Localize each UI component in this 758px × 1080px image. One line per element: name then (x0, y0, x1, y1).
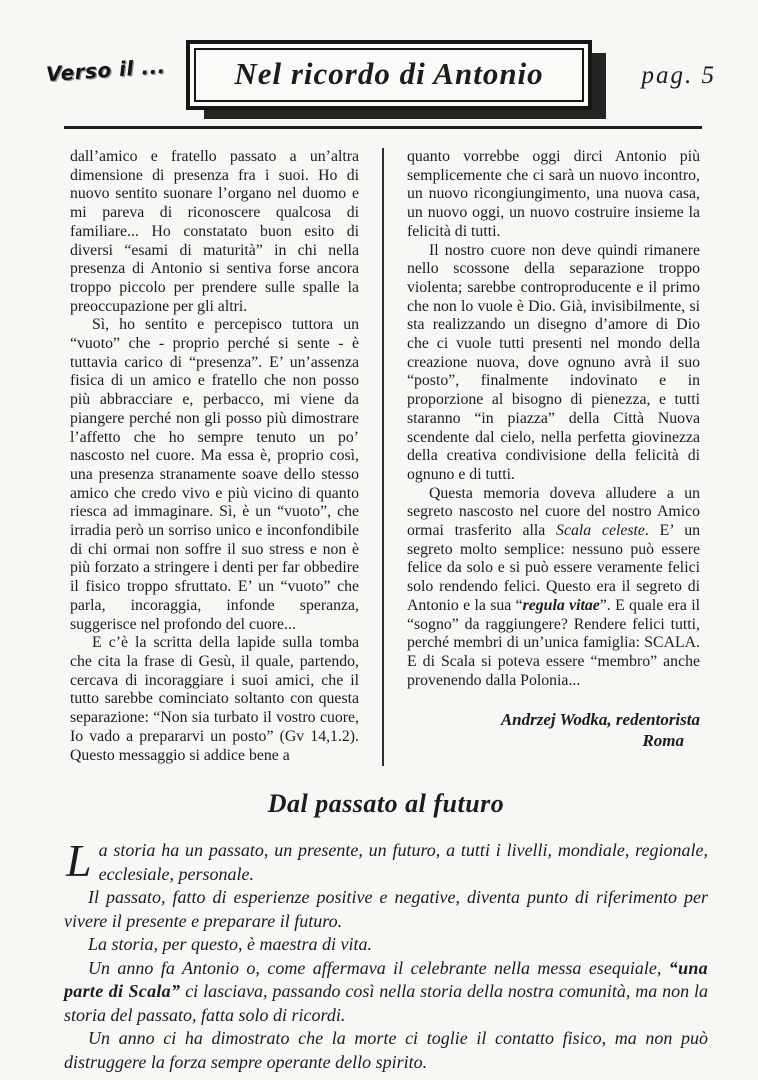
article-title-box (186, 40, 592, 110)
page-number: pag. 5 (641, 62, 716, 89)
article-title-inner-frame (194, 48, 584, 102)
section-body (64, 835, 709, 1074)
paragraph: La storia, per questo, è maestra di vita. (88, 934, 372, 954)
paragraph: dall’amico e fratello passato a un’altra dimensione di presenza fra i suoi. Ho di nuovo sentito suonare l’organo nel duomo e mi pareva di riconoscere qualcosa di familiare... Ho constatato buon esito di diversi “esami di maturità” in chi nella presenza di Antonio si sentiva forse ancora troppo piccolo per prendere sulle spalle la preoccupazione per gli altri. (70, 148, 359, 315)
paragraph: Un anno ci ha dimostrato che la morte ci toglie il contatto fisico, ma non può distruggere la forza sempre operante dello spirito. (64, 1028, 708, 1072)
column-divider-rule (382, 148, 384, 766)
article-right-column (407, 148, 700, 770)
paragraph (64, 835, 708, 886)
paragraph: Un anno fa Antonio o, come affermava il celebrante nella messa esequiale, “una parte di Scala” ci lasciava, passando così nella storia della nostra comunità, ma non la storia del passato, fatta solo di ricordi. (64, 957, 709, 1025)
drop-cap: L (66, 835, 92, 886)
section-dal-passato-al-futuro (64, 789, 708, 1074)
author-signature (407, 709, 700, 751)
paragraph: quanto vorrebbe oggi dirci Antonio più semplicemente che ci sarà un nuovo incontro, un nuovo ricongiungimento, una nuova casa, un nuovo oggi, un nuovo costruire insieme la felicità di tutti. (407, 148, 700, 240)
paragraph: Sì, ho sentito e percepisco tuttora un “vuoto” che - proprio perché si sente - è tuttavia carico di “presenza”. E’ un’assenza fisica di un amico e fratello che non posso più abbracciare e, perbacco, mi viene da piangere perché non gli posso più dimostrare l’affetto che ho sempre tenuto un po’ nascosto nel cuore. Ma essa è, proprio così, una presenza stranamente soave dello stesso amico che credo vivo e più vicino di quanto riesca ad immaginare. Sì, è un “vuoto”, che irradia però un sorriso unico e inconfondibile di chi ormai non soffre il suo stress e non è più forzato a stringere i denti per far obbedire il fisico troppo sfruttato. E’ un “vuoto” che parla, incoraggia, infonde speranza, suggerisce nel profondo del cuore... (70, 316, 359, 633)
paragraph: Il nostro cuore non deve quindi rimanere nello scossone della separazione troppo violenta; sarebbe controproducente e il primo che non lo vuole è Dio. Già, invisibilmente, si sta realizzando un disegno d’amore di Dio che ci vuole tutti presenti nel mondo della creazione nuova, dove ognuno avrà il suo “posto”, finalmente indovinato e in proporzione al bisogno di pienezza, e tutti staranno “in piazza” della Città Nuova scendente dal cielo, nella perfetta giovinezza della creativa condivisione della felicità di ognuno e di tutti. (407, 241, 700, 483)
section-title: Dal passato al futuro (267, 789, 505, 818)
article-left-column (70, 148, 359, 770)
article-body (70, 148, 700, 770)
masthead-logo: Verso il ... (45, 53, 167, 87)
author-location: Roma (642, 731, 684, 751)
paragraph: Il passato, fatto di esperienze positive e negative, diventa punto di riferimento per vivere il presente e preparare il futuro. (64, 887, 708, 931)
paragraph-text: a storia ha un passato, un presente, un futuro, a tutti i livelli, mondiale, regionale, ecclesiale, personale. (98, 840, 708, 884)
header-rule (64, 126, 702, 129)
author-name: Andrzej Wodka, redentorista (500, 710, 700, 730)
paragraph: Questa memoria doveva alludere a un segreto nascosto nel cuore del nostro Amico ormai trasferito alla Scala celeste. E’ un segreto molto semplice: nessuno può essere felice da solo e si può essere veramente felici solo rendendo felici. Questo era il segreto di Antonio e la sua “regula vitae”. E quale era il “sogno” da raggiungere? Rendere felici tutti, perché membri di un’unica famiglia: SCALA. E di Scala si poteva essere “membro” anche provenendo dalla Polonia... (407, 484, 700, 689)
article-title: Nel ricordo di Antonio (234, 56, 544, 91)
paragraph: E c’è la scritta della lapide sulla tomba che cita la frase di Gesù, il quale, partendo, cercava di incoraggiare i suoi amici, che il tutto sarebbe cominciato soltanto con questa separazione: “Non sia turbato il vostro cuore, Io vado a prepararvi un posto” (Gv 14,1.2). Questo messaggio si addice bene a (70, 634, 359, 764)
